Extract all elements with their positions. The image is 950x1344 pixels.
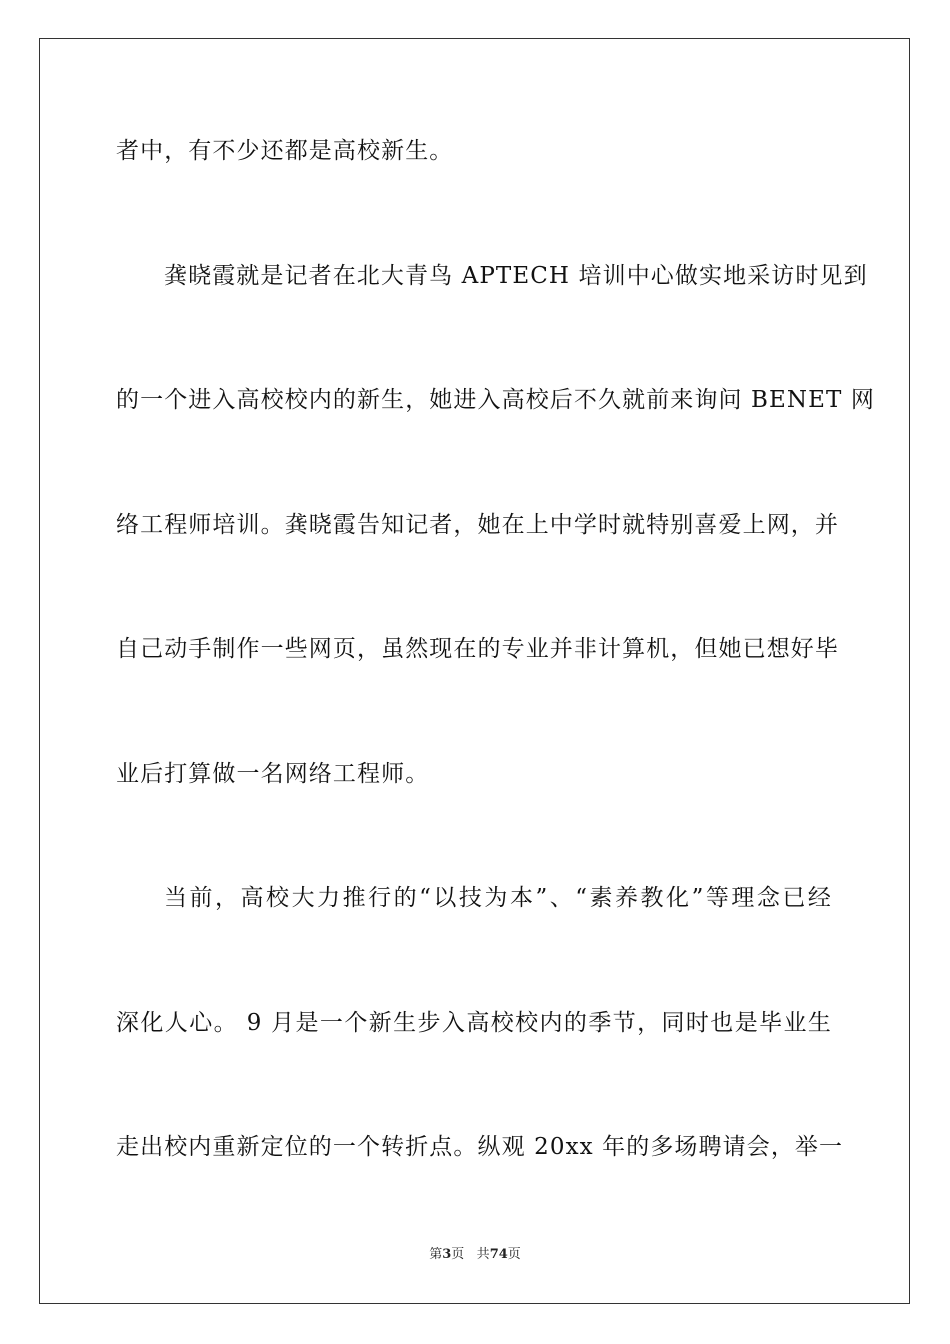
footer-total-prefix: 共 — [476, 1247, 490, 1262]
paragraph-2-line-2: 的一个进入高校校内的新生，她进入高校后不久就前来询问 BENET 网 — [116, 387, 875, 413]
footer-page-number: 3 — [442, 1247, 452, 1262]
footer-total-pages: 74 — [489, 1247, 508, 1262]
paragraph-2-line-4: 自己动手制作一些网页，虽然现在的专业并非计算机，但她已想好毕 — [116, 636, 839, 662]
paragraph-3-line-2: 深化人心。 9 月是一个新生步入高校校内的季节，同时也是毕业生 — [116, 1010, 832, 1036]
paragraph-3-line-1: 当前，高校大力推行的“以技为本”、“素养教化”等理念已经 — [164, 885, 832, 911]
footer-total-suffix: 页 — [507, 1247, 521, 1262]
page-frame — [39, 38, 910, 1304]
page-footer — [0, 1246, 950, 1264]
paragraph-2-line-1: 龚晓霞就是记者在北大青鸟 APTECH 培训中心做实地采访时见到 — [164, 263, 868, 289]
footer-page-suffix: 页 — [451, 1247, 465, 1262]
paragraph-1-line-1: 者中，有不少还都是高校新生。 — [116, 138, 454, 164]
footer-prefix: 第 — [429, 1247, 443, 1262]
paragraph-2-line-5: 业后打算做一名网络工程师。 — [116, 761, 430, 787]
paragraph-2-line-3: 络工程师培训。龚晓霞告知记者，她在上中学时就特别喜爱上网，并 — [116, 512, 839, 538]
paragraph-3-line-3: 走出校内重新定位的一个转折点。纵观 20xx 年的多场聘请会，举一 — [116, 1134, 844, 1160]
